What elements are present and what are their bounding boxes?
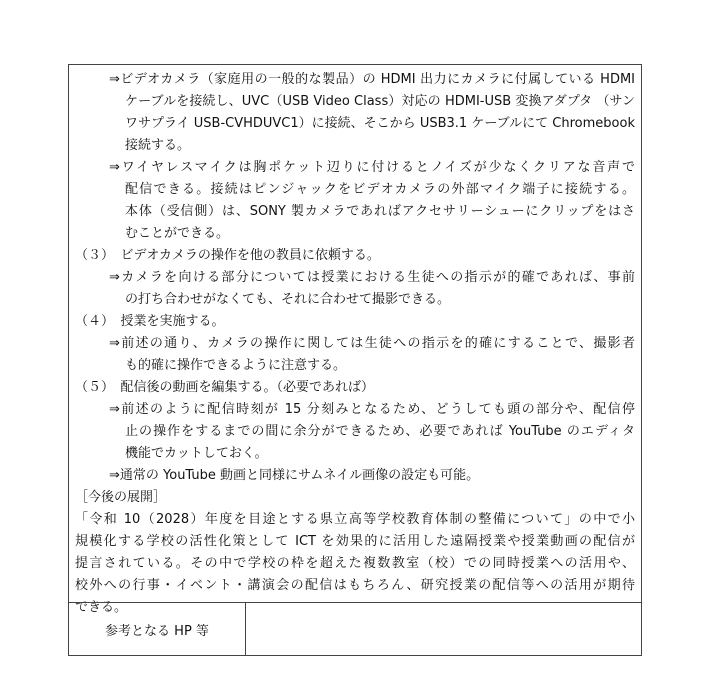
reference-label: 参考となる HP 等: [69, 603, 246, 655]
text-line: ⇒カメラを向ける部分については授業における生徒への指示が的確であれば、事前: [109, 270, 635, 285]
text-line: ⇒ビデオカメラ（家庭用の一般的な製品）の HDMI 出力にカメラに付属している HDMI: [109, 72, 635, 87]
paragraph-line: できる。: [75, 600, 128, 615]
text-line: むことができる。: [125, 226, 230, 241]
paragraph-line: 規模化する学校の活性化策として ICT を効果的に活用した遠隔授業や授業動画の配信が: [75, 534, 635, 549]
section-heading-3: （３） ビデオカメラの操作を他の教員に依頼する。: [75, 248, 380, 263]
text-line: ワサプライ USB-CVHDUVC1）に接続、そこから USB3.1 ケーブルにて Chromebook: [125, 116, 635, 131]
text-line: ⇒ワイヤレスマイクは胸ポケット辺りに付けるとノイズが少なくクリアな音声で: [109, 160, 635, 175]
text-line: 配信できる。接続はピンジャックをビデオカメラの外部マイク端子に接続する。: [125, 182, 635, 197]
text-line: ケーブルを接続し、UVC（USB Video Class）対応の HDMI-USB 変換アダプタ （サン: [125, 94, 635, 109]
text-line: の打ち合わせがなくても、それに合わせて撮影できる。: [125, 292, 451, 307]
text-line: ⇒通常の YouTube 動画と同様にサムネイル画像の設定も可能。: [109, 468, 480, 483]
text-line: ⇒前述の通り、カメラの操作に関しては生徒への指示を的確にすることで、撮影者: [109, 336, 635, 351]
reference-value: [246, 603, 641, 655]
text-line: 接続する。: [125, 138, 191, 153]
content-cell: [69, 65, 641, 615]
text-line: 機能でカットしておく。: [125, 446, 268, 461]
text-line: も的確に操作できるように注意する。: [125, 358, 347, 373]
future-heading: ［今後の展開］: [75, 490, 167, 505]
text-line: ⇒前述のように配信時刻が 15 分刻みとなるため、どうしても頭の部分や、配信停: [109, 402, 635, 417]
section-heading-4: （４） 授業を実施する。: [75, 314, 225, 329]
text-line: 止の操作をするまでの間に余分ができるため、必要であれば YouTube のエディタ: [125, 424, 635, 439]
paragraph-line: 提言されている。その中で学校の枠を超えた複数教室（校）での同時授業への活用や、: [75, 556, 635, 571]
document-table: [68, 64, 642, 656]
text-line: 本体（受信側）は、SONY 製カメラであればアクセサリーシューにクリップをはさ: [125, 204, 635, 219]
reference-row: [69, 602, 641, 655]
paragraph-line: 「令和 10（2028）年度を目途とする県立高等学校教育体制の整備について」の中で小: [75, 512, 635, 527]
section-heading-5: （５） 配信後の動画を編集する。（必要であれば）: [75, 380, 375, 395]
paragraph-line: 校外への行事・イベント・講演会の配信はもちろん、研究授業の配信等への活用が期待: [75, 578, 635, 593]
